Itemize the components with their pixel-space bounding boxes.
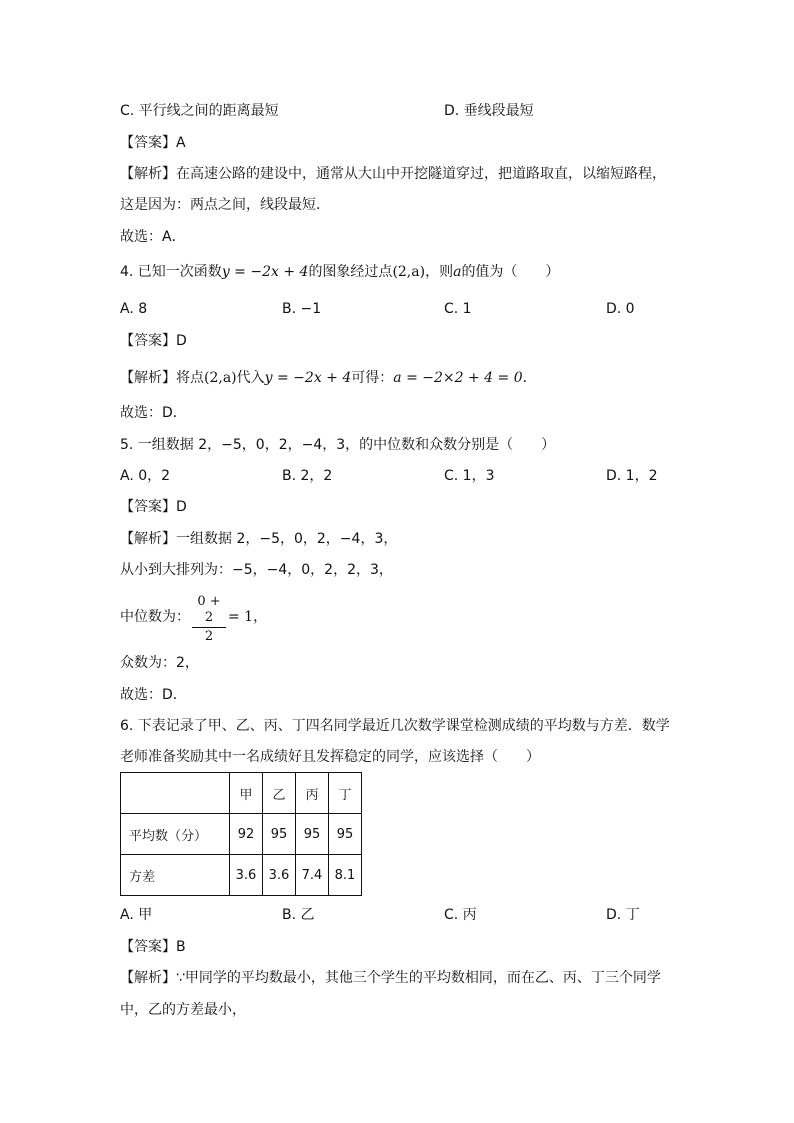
q5-mode: 众数为：2， xyxy=(120,655,199,671)
fraction-bar xyxy=(192,627,226,628)
q4-stem-text-c: ，则 xyxy=(425,264,454,280)
table-row-header: 平均数（分） xyxy=(121,814,230,855)
q5-option-b: B. 2，2 xyxy=(282,468,333,484)
table-cell: 3.6 xyxy=(263,855,296,896)
q6-stem-line-1: 6. 下表记录了甲、乙、丙、丁四名同学最近几次数学课堂检测成绩的平均数与方差．数学 xyxy=(120,718,670,734)
q4-analysis-end: ． xyxy=(522,370,537,386)
table-cell: 3.6 xyxy=(230,855,263,896)
q4-equation: y = −2x + 4 xyxy=(221,264,309,280)
q6-analysis-line-2: 中，乙的方差最小， xyxy=(120,1002,246,1018)
q4-analysis-result: a = −2×2 + 4 = 0 xyxy=(393,370,523,386)
q4-analysis-equation: y = −2x + 4 xyxy=(264,370,352,386)
q4-point: (2,a) xyxy=(392,264,426,280)
table-cell: 8.1 xyxy=(329,855,362,896)
q5-analysis-line-2: 从小到大排列为：−5，−4，0，2，2，3， xyxy=(120,562,393,578)
q5-option-c: C. 1，3 xyxy=(444,468,495,484)
q3-option-d: D. 垂线段最短 xyxy=(444,103,534,119)
table-row xyxy=(121,855,362,896)
q4-stem xyxy=(120,262,559,282)
table-header-cell: 乙 xyxy=(263,773,296,814)
table-header-cell: 丙 xyxy=(296,773,329,814)
table-cell: 95 xyxy=(263,814,296,855)
q4-analysis-text-a: 【解析】将点 xyxy=(120,370,204,386)
table-header-cell: 丁 xyxy=(329,773,362,814)
q3-answer: 【答案】A xyxy=(120,135,186,151)
q4-analysis xyxy=(120,368,537,388)
q6-option-a: A. 甲 xyxy=(120,907,153,923)
q5-median-fraction xyxy=(192,594,226,645)
q5-conclusion: 故选：D． xyxy=(120,687,187,703)
q4-option-c: C. 1 xyxy=(444,301,472,317)
q4-stem-text-a: 4. 已知一次函数 xyxy=(120,264,222,280)
q5-answer: 【答案】D xyxy=(120,499,187,515)
fraction-denominator: 2 xyxy=(204,629,214,644)
q5-median-result: = 1， xyxy=(228,609,268,625)
q5-option-d: D. 1，2 xyxy=(606,468,658,484)
table-row xyxy=(121,814,362,855)
table-cell: 7.4 xyxy=(296,855,329,896)
q6-option-b: B. 乙 xyxy=(282,907,315,923)
table-corner-cell xyxy=(121,773,230,814)
q5-stem: 5. 一组数据 2，−5，0，2，−4，3，的中位数和众数分别是（ ） xyxy=(120,437,556,453)
q4-conclusion: 故选：D． xyxy=(120,405,187,421)
q4-analysis-text-b: 代入 xyxy=(236,370,265,386)
score-table xyxy=(120,772,362,896)
q4-stem-text-d: 的值为（ ） xyxy=(461,264,560,280)
table-header-row xyxy=(121,773,362,814)
q4-answer: 【答案】D xyxy=(120,333,187,349)
q3-option-c: C. 平行线之间的距离最短 xyxy=(120,103,279,119)
q3-analysis-line-2: 这是因为：两点之间，线段最短． xyxy=(120,197,330,213)
q4-option-d: D. 0 xyxy=(606,301,635,317)
table-cell: 92 xyxy=(230,814,263,855)
q5-analysis-line-1: 【解析】一组数据 2，−5，0，2，−4，3， xyxy=(120,531,398,547)
q5-median-label: 中位数为： xyxy=(120,609,190,625)
q6-option-d: D. 丁 xyxy=(606,907,640,923)
q6-option-c: C. 丙 xyxy=(444,907,477,923)
q4-analysis-point: (2,a) xyxy=(204,370,237,386)
q4-option-b: B. −1 xyxy=(282,301,322,317)
table-cell: 95 xyxy=(296,814,329,855)
q5-option-a: A. 0，2 xyxy=(120,468,171,484)
q4-variable: a xyxy=(453,264,462,280)
q3-analysis-line-1: 【解析】在高速公路的建设中，通常从大山中开挖隧道穿过，把道路取直，以缩短路程， xyxy=(120,166,666,182)
q6-answer: 【答案】B xyxy=(120,939,186,955)
q3-conclusion: 故选：A． xyxy=(120,229,186,245)
table-cell: 95 xyxy=(329,814,362,855)
q4-option-a: A. 8 xyxy=(120,301,148,317)
q4-analysis-text-c: 可得： xyxy=(351,370,394,386)
table-header-cell: 甲 xyxy=(230,773,263,814)
fraction-numerator: 0 + 2 xyxy=(197,594,221,625)
q6-stem-line-2: 老师准备奖励其中一名成绩好且发挥稳定的同学，应该选择（ ） xyxy=(120,749,540,765)
q6-analysis-line-1: 【解析】∵甲同学的平均数最小，其他三个学生的平均数相同，而在乙、丙、丁三个同学 xyxy=(120,970,661,986)
q4-stem-text-b: 的图象经过点 xyxy=(308,264,393,280)
table-row-header: 方差 xyxy=(121,855,230,896)
